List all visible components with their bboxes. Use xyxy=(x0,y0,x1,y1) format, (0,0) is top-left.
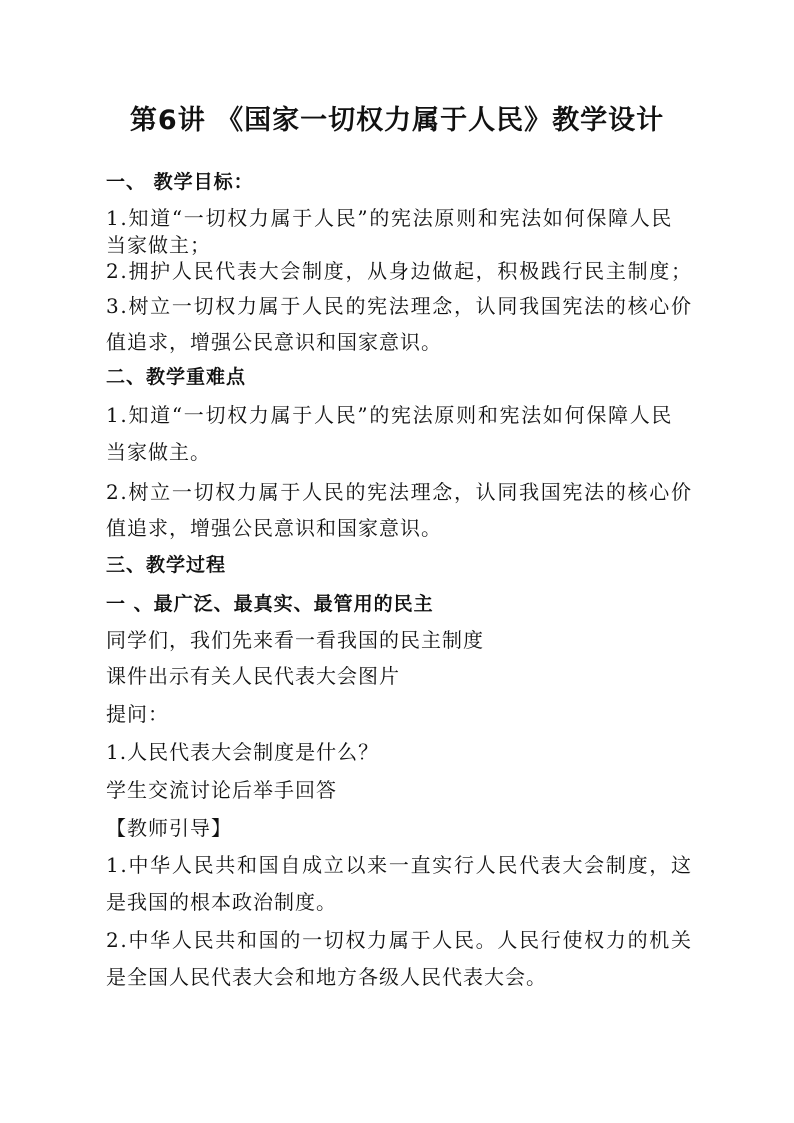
paragraph-line: 1.中华人民共和国自成立以来一直实行人民代表大会制度，这 xyxy=(106,853,693,877)
paragraph-line: 1.人民代表大会制度是什么？ xyxy=(106,740,380,764)
paragraph-line: 是全国人民代表大会和地方各级人民代表大会。 xyxy=(106,965,547,989)
paragraph-line: 值追求，增强公民意识和国家意识。 xyxy=(106,516,442,540)
document-title: 第6讲 《国家一切权力属于人民》教学设计 xyxy=(129,105,665,136)
paragraph-line: 2.中华人民共和国的一切权力属于人民。人民行使权力的机关 xyxy=(106,928,693,952)
paragraph-line: 值追求，增强公民意识和国家意识。 xyxy=(106,330,442,354)
paragraph-line: 【教师引导】 xyxy=(106,816,232,840)
paragraph-line: 同学们，我们先来看一看我国的民主制度 xyxy=(106,628,484,652)
subsection-heading-democracy: 一 、最广泛、最真实、最管用的民主 xyxy=(106,593,434,615)
paragraph-line: 学生交流讨论后举手回答 xyxy=(106,778,337,802)
paragraph-line: 3.树立一切权力属于人民的宪法理念，认同我国宪法的核心价 xyxy=(106,294,693,318)
paragraph-line: 1.知道“一切权力属于人民”的宪法原则和宪法如何保障人民 xyxy=(106,206,674,230)
paragraph-line: 当家做主。 xyxy=(106,440,211,464)
paragraph-line: 课件出示有关人民代表大会图片 xyxy=(106,664,400,688)
paragraph-line: 提问： xyxy=(106,702,169,726)
section-heading-process: 三、教学过程 xyxy=(106,554,227,576)
paragraph-line: 2.树立一切权力属于人民的宪法理念，认同我国宪法的核心价 xyxy=(106,480,693,504)
paragraph-line: 是我国的根本政治制度。 xyxy=(106,890,337,914)
paragraph-line: 2.拥护人民代表大会制度，从身边做起，积极践行民主制度； xyxy=(106,259,693,283)
section-heading-key-points: 二、教学重难点 xyxy=(106,366,247,388)
section-heading-objectives: 一、 教学目标： xyxy=(106,171,254,193)
paragraph-line: 1.知道“一切权力属于人民”的宪法原则和宪法如何保障人民 xyxy=(106,403,674,427)
paragraph-line: 当家做主； xyxy=(106,233,211,257)
